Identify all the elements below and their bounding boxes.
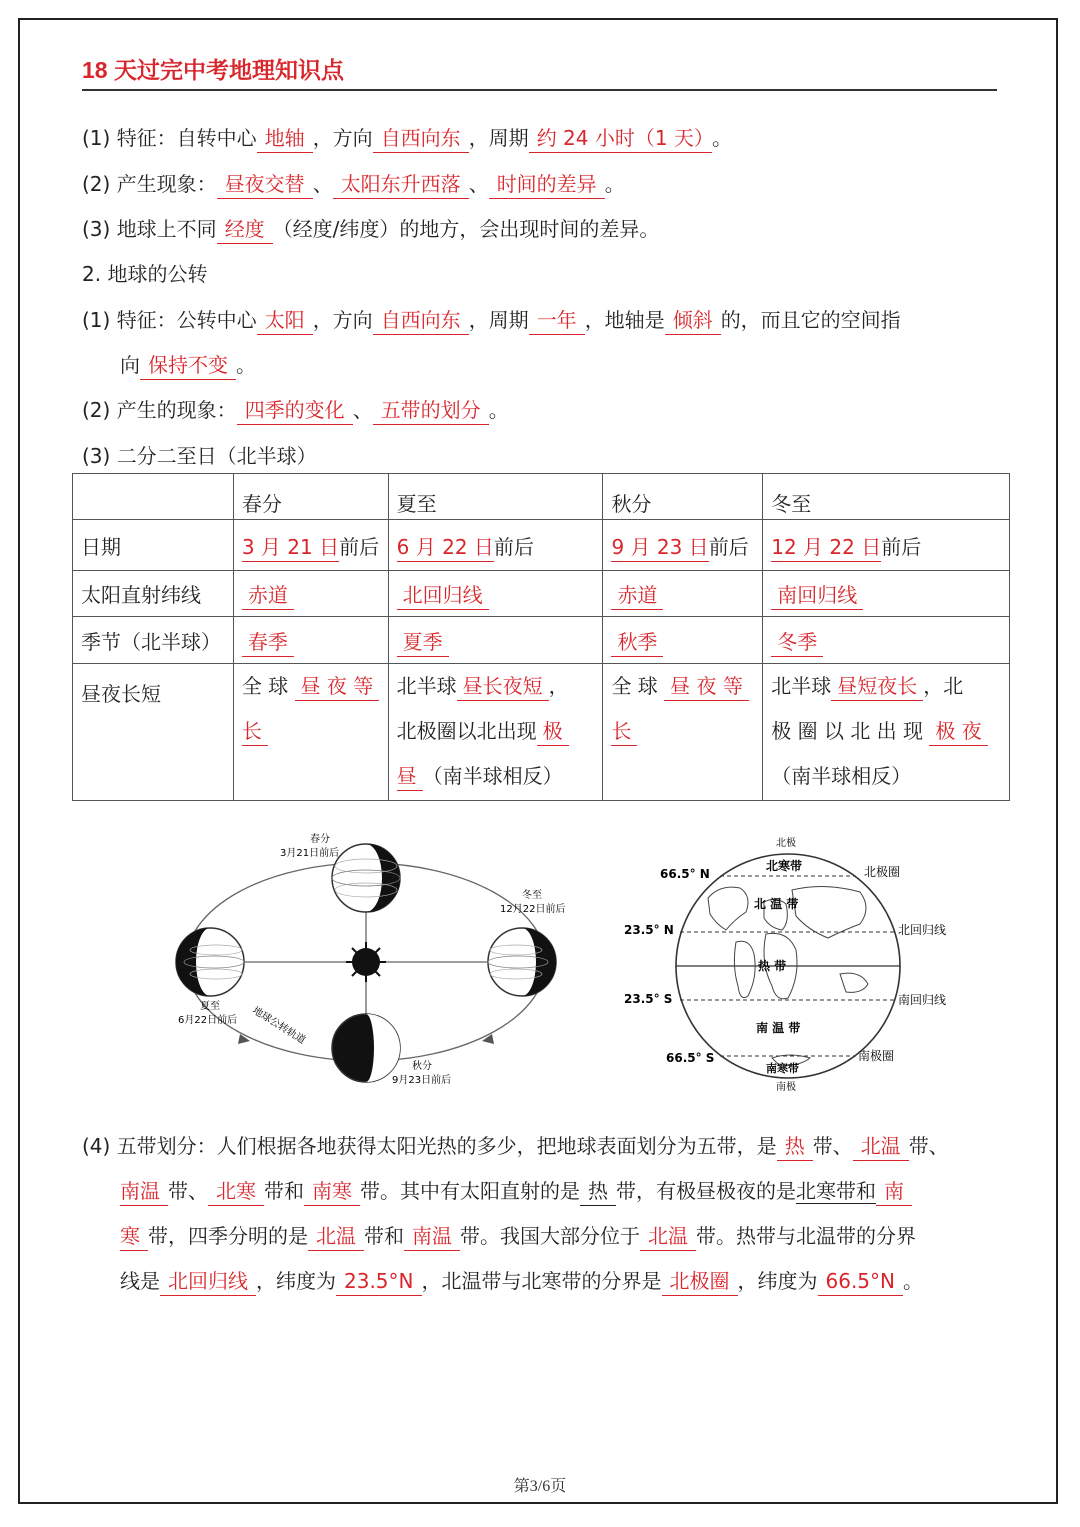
answer-blank: 五带的划分 [373, 398, 489, 425]
lat-23-5s-label: 23.5° S [624, 992, 673, 1006]
table-header-cell: 夏至 [388, 474, 603, 520]
table-row-date [73, 520, 1010, 571]
table-cell: 秋季 [603, 617, 763, 664]
page-title: 18 天过完中考地理知识点 [82, 57, 344, 83]
spring-label: 春分 [310, 834, 330, 845]
answer-blank: 66.5°N [818, 1269, 904, 1296]
answer-blank: 北回归线 [160, 1269, 256, 1296]
answer-blank: 寒 [120, 1224, 148, 1251]
answer-blank: 南寒 [304, 1179, 360, 1206]
summer-label: 夏至 [200, 1001, 220, 1012]
summer-date-label: 6月22日前后 [178, 1015, 238, 1026]
answer-blank: 保持不变 [140, 353, 236, 380]
lat-66-5s-label: 66.5° S [666, 1051, 715, 1065]
five-zones-line-2: 南温 带、 北寒 带和 南寒 带。其中有太阳直射的是 热 带，有极昼极夜的是北寒带和 南 [120, 1181, 912, 1201]
answer-blank: 自西向东 [373, 308, 469, 335]
answer-blank: 地轴 [257, 126, 313, 153]
answer-blank: 时间的差异 [489, 172, 605, 199]
table-cell: 3 月 21 日前后 [233, 520, 388, 571]
autumn-date-label: 9月23日前后 [392, 1075, 452, 1086]
rotation-phenomena-line: (2) 产生现象： 昼夜交替 、 太阳东升西落 、 时间的差异 。 [82, 174, 625, 194]
solstice-equinox-table [72, 473, 1010, 801]
answer-blank: 北温 [640, 1224, 696, 1251]
earth-spring-icon [332, 844, 400, 912]
table-cell: 9 月 23 日前后 [603, 520, 763, 571]
winter-date-label: 12月22日前后 [500, 904, 566, 915]
tropic-capricorn-label: 南回归线 [898, 993, 947, 1007]
answer-blank: 北温 [853, 1134, 909, 1161]
answer-blank: 太阳东升西落 [333, 172, 469, 199]
table-cell: 南回归线 [763, 571, 1010, 617]
north-frigid-zone-label: 北寒带 [766, 859, 803, 873]
answer-blank: 23.5°N [336, 1269, 422, 1296]
answer-blank: 倾斜 [665, 308, 721, 335]
five-zones-line-1: (4) 五带划分：人们根据各地获得太阳光热的多少，把地球表面划分为五带，是 热 带、 北温 带、 [82, 1136, 949, 1156]
south-frigid-zone-label: 南寒带 [766, 1062, 799, 1075]
tropic-cancer-label: 北回归线 [898, 923, 947, 937]
table-cell: 12 月 22 日前后 [763, 520, 1010, 571]
row-label: 太阳直射纬线 [73, 571, 234, 617]
antarctic-circle-label: 南极圈 [858, 1049, 895, 1063]
lat-66-5n-label: 66.5° N [660, 867, 710, 881]
table-cell: 春季 [233, 617, 388, 664]
answer-blank: 热 [580, 1179, 616, 1206]
table-row-day-night-length [73, 664, 1010, 801]
title-divider [82, 89, 997, 91]
table-header-cell: 冬至 [763, 474, 1010, 520]
south-pole-label: 南极 [776, 1082, 796, 1093]
earth-summer-icon [176, 928, 244, 996]
table-cell: 6 月 22 日前后 [388, 520, 603, 571]
rotation-time-difference-line: (3) 地球上不同 经度 （经度/纬度）的地方，会出现时间的差异。 [82, 219, 659, 239]
five-zones-line-4: 线是 北回归线 ，纬度为 23.5°N ，北温带与北寒带的分界是 北极圈 ，纬度为 66.5°N 。 [120, 1271, 923, 1291]
table-cell: 全 球 昼 夜 等 长 [603, 664, 763, 801]
answer-blank: 北温 [308, 1224, 364, 1251]
row-label: 昼夜长短 [73, 664, 234, 801]
table-header-cell: 秋分 [603, 474, 763, 520]
answer-blank: 经度 [217, 217, 273, 244]
table-cell: 全 球 昼 夜 等 长 [233, 664, 388, 801]
spring-date-label: 3月21日前后 [280, 848, 340, 859]
north-pole-label: 北极 [776, 838, 796, 849]
solstice-equinox-heading: (3) 二分二至日（北半球） [82, 444, 317, 468]
row-label: 日期 [73, 520, 234, 571]
table-row-direct-sun-latitude [73, 571, 1010, 617]
autumn-label: 秋分 [412, 1061, 432, 1072]
five-zones-diagram [624, 836, 946, 1093]
revolution-phenomena-line: (2) 产生的现象： 四季的变化 、 五带的划分 。 [82, 400, 509, 420]
sun-icon [346, 942, 386, 982]
earth-autumn-icon [332, 1014, 400, 1082]
orbit-label: 地球公转轨道 [250, 1005, 308, 1047]
table-cell: 冬季 [763, 617, 1010, 664]
five-zones-line-3: 寒 带，四季分明的是 北温 带和 南温 带。我国大部分位于 北温 带。热带与北温带的分界 [120, 1226, 916, 1246]
table-cell: 北半球 昼短夜长 ，北 极 圈 以 北 出 现 极 夜 （南半球相反） [763, 664, 1010, 801]
section-heading-revolution: 2. 地球的公转 [82, 262, 208, 286]
table-cell: 夏季 [388, 617, 603, 664]
answer-blank: 热 [777, 1134, 813, 1161]
earth-orbit-diagram [176, 832, 565, 1086]
revolution-feature-line: (1) 特征：公转中心 太阳 ，方向 自西向东 ，周期 一年 ，地轴是 倾斜 的，而且它的空间指 [82, 310, 901, 330]
row-label: 季节（北半球） [73, 617, 234, 664]
earth-figures [160, 826, 980, 1101]
answer-blank: 约 24 小时（1 天） [529, 126, 712, 153]
table-corner-cell [73, 474, 234, 520]
winter-label: 冬至 [522, 890, 542, 901]
revolution-feature-line-cont: 向 保持不变 。 [120, 355, 256, 375]
table-cell: 赤道 [233, 571, 388, 617]
arctic-circle-label: 北极圈 [864, 865, 901, 879]
table-header-cell: 春分 [233, 474, 388, 520]
north-temperate-zone-label: 北 温 带 [754, 897, 799, 911]
table-cell: 赤道 [603, 571, 763, 617]
answer-blank: 南温 [120, 1179, 168, 1206]
south-temperate-zone-label: 南 温 带 [756, 1021, 801, 1035]
answer-blank: 南 [876, 1179, 912, 1206]
answer-blank: 昼夜交替 [217, 172, 313, 199]
answer-blank: 北极圈 [662, 1269, 738, 1296]
earth-winter-icon [488, 928, 556, 996]
answer-blank: 一年 [529, 308, 585, 335]
table-header-row [73, 474, 1010, 520]
page-number: 第3/6页 [513, 1478, 567, 1495]
torrid-zone-label: 热 带 [758, 959, 787, 973]
answer-blank: 南温 [404, 1224, 460, 1251]
table-cell: 北半球 昼长夜短 ， 北极圈以北出现 极 昼 （南半球相反） [388, 664, 603, 801]
table-row-season [73, 617, 1010, 664]
table-cell: 北回归线 [388, 571, 603, 617]
answer-blank: 北寒 [208, 1179, 264, 1206]
answer-blank: 四季的变化 [237, 398, 353, 425]
rotation-feature-line: (1) 特征：自转中心 地轴 ，方向 自西向东 ，周期 约 24 小时（1 天） 。 [82, 128, 732, 148]
answer-blank: 自西向东 [373, 126, 469, 153]
answer-blank: 太阳 [257, 308, 313, 335]
lat-23-5n-label: 23.5° N [624, 923, 674, 937]
